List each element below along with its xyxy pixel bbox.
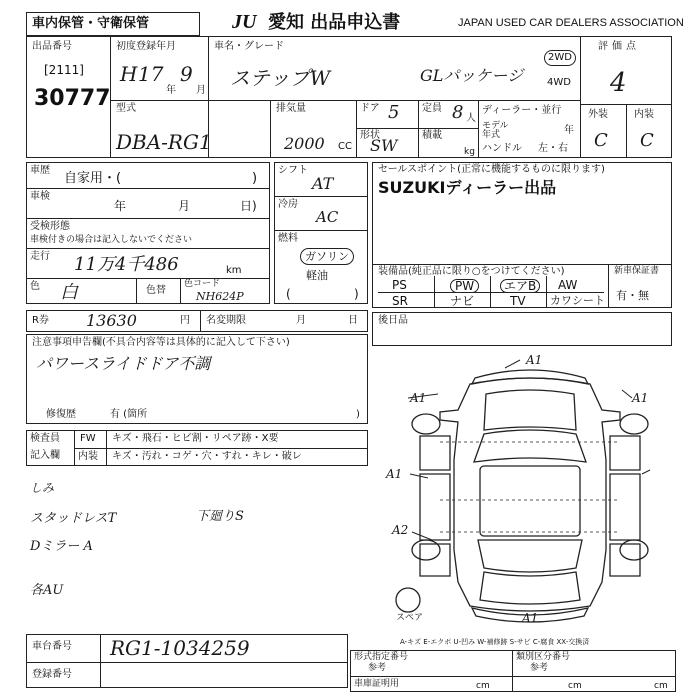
equip-pw: PW [450,279,479,293]
load-label: 積載 [422,130,442,141]
damage-legend: A-キズ E-エクボ U-凹み W-補修跡 S-サビ C-腐食 XX-交換済 [400,638,590,646]
spec-label: 形式指定番号 [354,652,409,662]
chassis-value: RG1-1034259 [110,636,250,660]
fuel-paren-close: ) [354,287,359,301]
fuel-paren-open: ( [286,287,291,301]
damage-mark-left-front: A1 [410,391,427,405]
displacement-value: 2000 [284,134,325,153]
shape-label: 形状 [360,130,380,141]
damage-mark-left-rear: A2 [392,523,409,537]
class-label: 類別区分番号 [516,652,571,662]
reception-label: 受検形態 [30,221,70,232]
cm-unit-2: cm [568,681,582,691]
spare-label: スペア [396,613,424,623]
first-reg-label: 初度登録年月 [116,41,176,52]
handle-value: 左・右 [538,143,568,154]
form-title: 愛知 出品申込書 [268,12,401,33]
registration-label: 登録番号 [32,669,72,680]
lot-label: 出品番号 [32,41,72,52]
first-reg-month-suffix: 月 [196,85,206,96]
model-label: 型式 [116,103,136,114]
inspection-label: 車検 [30,191,50,202]
inspection-month: 月 [178,199,191,213]
garage-cert-label: 車庫証明用 [354,679,400,689]
load-unit: kg [464,147,475,157]
first-reg-year-suffix: 年 [166,85,176,96]
drive-4wd: 4WD [547,77,571,88]
lot-number: 30777 [34,86,111,111]
repair-close: ) [356,409,360,420]
damage-mark-left-side: A1 [386,467,403,481]
equipment-label: 装備品(純正品に限り○をつけてください) [378,266,565,277]
remark-studless: スタッドレスT [30,511,117,526]
name-change-day: 日 [348,315,358,326]
reception-note: 車検付きの場合は記入しないでください [30,235,193,245]
cm-unit-3: cm [654,681,668,691]
equip-leather: カワシート [550,294,605,307]
warranty-label: 新車保証書 [614,266,660,276]
chassis-label: 車台番号 [32,641,72,652]
selling-point-label: セールスポイント(正常に機能するものに限ります) [378,164,605,175]
aircon-value: AC [316,208,339,226]
exterior-value: C [594,130,608,151]
inspection-day: 日) [240,199,257,213]
inspection-year: 年 [114,199,127,213]
seats-unit: 人 [466,113,476,124]
recycle-box [26,310,368,332]
damage-mark-front: A1 [526,353,543,367]
attach-box [372,312,672,346]
mileage-unit: km [226,265,242,276]
class-ref: 参考 [530,663,549,673]
fuel-gasoline: ガソリン [300,248,354,265]
damage-mark-rear: A1 [522,611,539,625]
model-year-label: モデル年式 [482,121,509,140]
car-name: ステップW [230,66,331,90]
interior-inspect-label: 内装 [78,451,98,462]
first-reg-year: 17 [138,62,164,86]
repair-value: 有 (箇所 [110,409,148,420]
car-grade: GLパッケージ [420,66,524,85]
cm-unit-1: cm [476,681,490,691]
fw-text: キズ・飛石・ヒビ割・リペア跡・X要 [112,433,279,444]
shift-label: シフト [278,165,308,176]
equip-navi: ナビ [450,294,475,308]
seats-label: 定員 [422,103,442,114]
drive-2wd: 2WD [544,50,576,66]
recycle-value: 13630 [86,311,137,330]
mileage-value: 11万4千486 [74,254,179,275]
interior-value: C [640,130,654,151]
aircon-label: 冷房 [278,199,298,210]
damage-mark-right-front: A1 [632,391,649,405]
shape-value: SW [370,136,398,155]
first-reg-era: H [120,62,138,86]
spec-ref: 参考 [368,663,387,673]
car-name-label: 車名・グレード [214,41,284,52]
interior-label: 内装 [634,109,654,120]
remark-stain: しみ [30,481,55,495]
fuel-diesel: 軽油 [306,269,328,282]
equip-airbag: エアB [500,279,540,293]
color-value: 白 [60,282,78,303]
recycle-unit: 円 [180,315,190,326]
mileage-label: 走行 [30,251,50,262]
equip-ps: PS [392,278,407,292]
interior-inspect-text: キズ・汚れ・コゲ・穴・すれ・キレ・破レ [112,451,302,462]
history-value: 自家用・( [64,171,122,186]
history-label: 車歴 [30,165,50,176]
warranty-value: 有・無 [616,289,649,302]
model-year-suffix: 年 [564,125,574,136]
doors-label: ドア [360,103,380,114]
equip-aw: AW [558,278,578,292]
remark-au: 各AU [30,583,64,598]
rating-value: 4 [610,68,627,98]
handle-label: ハンドル [482,143,522,154]
notes-text: パワースライドドア不調 [36,354,211,373]
repair-label: 修復歴 [46,409,76,420]
color-code-label: 色コード [184,279,221,289]
lot-code: [2111] [44,63,84,77]
association-name: JAPAN USED CAR DEALERS ASSOCIATION [458,17,684,29]
history-close: ) [252,171,258,186]
name-change-month: 月 [296,315,306,326]
remark-mirror: Dミラー A [30,539,93,554]
seats-value: 8 [452,102,464,123]
remark-underbody: 下廻りS [196,509,244,524]
rating-label: 評価点 [598,41,640,52]
color-label: 色 [30,281,40,292]
recycle-label: R券 [32,315,49,326]
storage-label: 車内保管・守衛保管 [32,16,150,31]
doors-value: 5 [388,102,400,123]
inspector-label-2: 記入欄 [30,450,60,461]
exterior-label: 外装 [588,109,608,120]
name-change-label: 名変期限 [206,315,246,326]
notes-label: 注意事項申告欄(不具合内容等は具体的に記入して下さい) [32,337,290,348]
color-change-label: 色替 [146,285,166,296]
displacement-label: 排気量 [276,103,306,114]
fuel-label: 燃料 [278,233,298,244]
shift-value: AT [312,174,334,193]
fw-label: FW [80,433,96,444]
displacement-unit: CC [338,141,352,152]
color-code-value: NH624P [196,290,244,303]
selling-point-text: SUZUKIディーラー出品 [378,178,557,197]
equip-tv: TV [510,294,526,308]
dealer-label: ディーラー・並行 [482,105,562,116]
first-reg-month: 9 [180,62,193,86]
inspector-label: 検査員 [30,433,60,444]
model-value: DBA-RG1 [116,130,212,154]
ju-logo: JU [232,11,257,33]
attach-label: 後日品 [378,315,408,326]
equip-sr: SR [392,294,408,308]
